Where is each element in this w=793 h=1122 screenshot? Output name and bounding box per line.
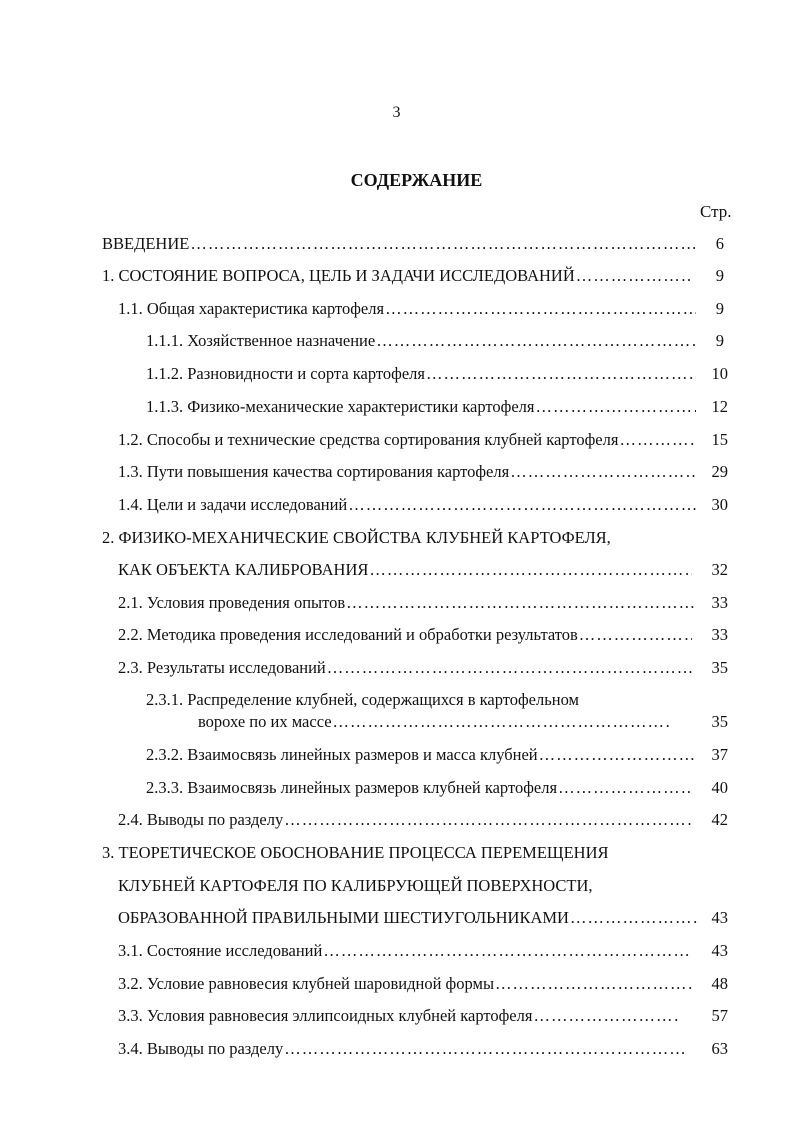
toc-entry-title: 3.3. Условия равновесия эллипсоидных клубней картофеля (118, 1006, 533, 1025)
toc-entry (118, 972, 692, 996)
toc-entry (118, 874, 692, 898)
toc-entry (118, 906, 698, 930)
toc-entry-title: 1.1.2. Разновидности и сорта картофеля (146, 364, 425, 383)
toc-entry-title: ворохе по их массе (198, 712, 332, 731)
toc-entry-title: 2.1. Условия проведения опытов (118, 593, 346, 612)
toc-entry (118, 656, 692, 680)
toc-entry (118, 1004, 678, 1028)
page-number: 3 (392, 104, 401, 121)
toc-entry (118, 808, 692, 832)
toc-entry-title: 2. ФИЗИКО-МЕХАНИЧЕСКИЕ СВОЙСТВА КЛУБНЕЙ КАРТОФЕЛЯ, (102, 528, 611, 547)
toc-entry-title: 2.3.1. Распределение клубней, содержащихся в картофельном (146, 690, 579, 709)
toc-entry (118, 297, 696, 321)
toc-entry (146, 743, 696, 767)
toc-entry-title: 3. ТЕОРЕТИЧЕСКОЕ ОБОСНОВАНИЕ ПРОЦЕССА ПЕРЕМЕЩЕНИЯ (102, 843, 609, 862)
toc-entry-title: 1.1. Общая характеристика картофеля (118, 299, 385, 318)
toc-entry-page: 35 (711, 712, 728, 731)
toc-entry-page: 32 (711, 560, 728, 579)
toc-entry-title: ОБРАЗОВАННОЙ ПРАВИЛЬНЫМИ ШЕСТИУГОЛЬНИКАМИ (118, 908, 569, 927)
toc-entry-title: 1.3. Пути повышения качества сортирования картофеля (118, 462, 510, 481)
toc-entry-title: 2.3.3. Взаимосвязь линейных размеров клубней картофеля (146, 778, 558, 797)
toc-entry-page: 48 (711, 974, 728, 993)
toc-entry-title: 2.2. Методика проведения исследований и обработки результатов (118, 625, 578, 644)
toc-entry-page: 33 (711, 625, 728, 644)
toc-entry-page: 43 (711, 908, 728, 927)
toc-entry-page: 9 (715, 331, 724, 350)
toc-entry (146, 395, 696, 419)
toc-entry-title: 3.1. Состояние исследований (118, 941, 323, 960)
toc-entry-page: 30 (711, 495, 728, 514)
toc-entry (118, 428, 696, 452)
toc-heading: СОДЕРЖАНИЕ (350, 170, 483, 190)
toc-entry-page: 42 (711, 810, 728, 829)
toc-entry-title: 1. СОСТОЯНИЕ ВОПРОСА, ЦЕЛЬ И ЗАДАЧИ ИССЛЕДОВАНИЙ (102, 266, 575, 285)
toc-entry-page: 6 (715, 234, 724, 253)
toc-entry (146, 688, 696, 712)
toc-entry-page: 37 (711, 745, 728, 764)
toc-entry-page: 12 (711, 397, 728, 416)
toc-entry (118, 1037, 688, 1061)
toc-entry-title: 1.2. Способы и технические средства сортирования клубней картофеля (118, 430, 619, 449)
toc-entry-page: 29 (711, 462, 728, 481)
toc-entry-page: 57 (711, 1006, 728, 1025)
toc-entry-title: 3.2. Условие равновесия клубней шаровидной формы (118, 974, 495, 993)
toc-entry-page: 33 (711, 593, 728, 612)
toc-entry-title: 1.1.1. Хозяйственное назначение (146, 331, 376, 350)
toc-entry-title: 1.4. Цели и задачи исследований (118, 495, 348, 514)
toc-entry (146, 329, 696, 353)
toc-entry (102, 526, 702, 550)
toc-entry-page: 10 (711, 364, 728, 383)
toc-entry-page: 43 (711, 941, 728, 960)
page-column-label: Стр. (700, 202, 732, 221)
toc-entry-title: 1.1.3. Физико-механические характеристики картофеля (146, 397, 535, 416)
toc-entry (146, 776, 692, 800)
toc-entry (118, 493, 696, 517)
toc-entry-title: 2.4. Выводы по разделу (118, 810, 284, 829)
toc-entry-page: 40 (711, 778, 728, 797)
toc-entry (146, 362, 696, 386)
toc-entry-page: 15 (711, 430, 728, 449)
toc-entry-title: КЛУБНЕЙ КАРТОФЕЛЯ ПО КАЛИБРУЮЩЕЙ ПОВЕРХНОСТИ, (118, 876, 593, 895)
toc-entry-page: 9 (715, 299, 724, 318)
toc-entry-title: 3.4. Выводы по разделу (118, 1039, 284, 1058)
toc-entry-title: КАК ОБЪЕКТА КАЛИБРОВАНИЯ (118, 560, 369, 579)
toc-entry (118, 558, 692, 582)
toc-entry-title: 2.3. Результаты исследований (118, 658, 326, 677)
toc-entry (102, 841, 702, 865)
toc-entry (198, 710, 672, 734)
toc-entry (102, 232, 698, 256)
toc-entry-page: 63 (711, 1039, 728, 1058)
toc-entry (118, 591, 696, 615)
toc-entry-title: ВВЕДЕНИЕ (102, 234, 190, 253)
toc-entry (118, 939, 692, 963)
toc-entry-page: 35 (711, 658, 728, 677)
toc-entry (118, 460, 696, 484)
toc-entry-page: 9 (715, 266, 724, 285)
toc-entry-title: 2.3.2. Взаимосвязь линейных размеров и масса клубней (146, 745, 538, 764)
toc-entry (118, 623, 692, 647)
toc-entry (102, 264, 692, 288)
